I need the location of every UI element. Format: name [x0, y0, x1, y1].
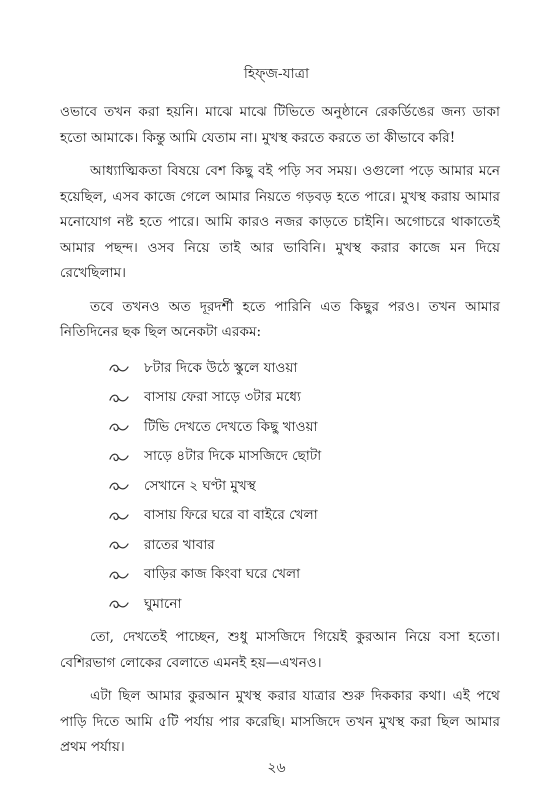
- swirl-ornament-icon: [108, 538, 130, 552]
- swirl-ornament-icon: [108, 568, 130, 582]
- swirl-ornament-icon: [108, 509, 130, 523]
- list-item-label: বাসায় ফেরা সাড়ে ৩টার মধ্যে: [144, 389, 301, 405]
- list-item: [60, 354, 500, 384]
- list-item-label: সাড়ে ৪টার দিকে মাসজিদে ছোটা: [144, 448, 322, 464]
- list-item-label: বাসায় ফিরে ঘরে বা বাইরে খেলা: [144, 507, 318, 523]
- swirl-ornament-icon: [108, 420, 130, 434]
- paragraph: তবে তখনও অত দূরদর্শী হতে পারিনি এত কিছুর পরও। তখন আমার নিতিদিনের ছক ছিল অনেকটা এরকম:: [60, 298, 500, 340]
- paragraph: তো, দেখতেই পাচ্ছেন, শুধু মাসজিদে গিয়েই কুরআন নিয়ে বসা হতো। বেশিরভাগ লোকের বেলাতে এমনই হয়—এখনও।: [60, 629, 500, 671]
- list-item: [60, 383, 500, 413]
- list-item-label: সেখানে ২ ঘণ্টা মুখস্থ: [144, 477, 256, 494]
- page-number: ২৬: [267, 760, 286, 776]
- paragraph: ওভাবে তখন করা হয়নি। মাঝে মাঝে টিভিতে অনুষ্ঠানে রেকর্ডিঙের জন্য ডাকা হতো আমাকে। কিন্তু আমি যেতাম না। মুখস্থ করতে করতে তা কীভাবে করি!: [60, 104, 500, 146]
- list-item-label: ঘুমানো: [144, 595, 182, 612]
- daily-routine-list: [60, 354, 500, 620]
- body-text: [60, 100, 500, 769]
- swirl-ornament-icon: [108, 391, 130, 405]
- swirl-ornament-icon: [108, 450, 130, 464]
- list-item: [60, 501, 500, 531]
- paragraph: আধ্যাত্মিকতা বিষয়ে বেশ কিছু বই পড়ি সব সময়। ওগুলো পড়ে আমার মনে হয়েছিল, এসব কাজে গেলে আমার নিয়তে গড়বড় হতে পারে। মুখস্থ করায় আমার মনোযোগ নষ্ট হতে পারে। আমি কারও নজর কাড়তে চাইনি। অগোচরে থাকাতেই আমার পছন্দ। ওসব নিয়ে তাই আর ভাবিনি। মুখস্থ করার কাজে মন দিয়ে রেখেছিলাম।: [60, 163, 500, 281]
- list-item-label: ৮টার দিকে উঠে স্কুলে যাওয়া: [144, 359, 298, 376]
- swirl-ornament-icon: [108, 479, 130, 493]
- list-item: [60, 472, 500, 502]
- running-head: হিফ্‌জ-যাত্রা: [243, 66, 310, 82]
- list-item: [60, 590, 500, 620]
- swirl-ornament-icon: [108, 597, 130, 611]
- list-item-label: বাড়ির কাজ কিংবা ঘরে খেলা: [144, 566, 301, 582]
- paragraph: এটা ছিল আমার কুরআন মুখস্থ করার যাত্রার শুরু দিককার কথা। এই পথে পাড়ি দিতে আমি ৫টি পর্যায় পার করেছি। মাসজিদে তখন মুখস্থ করা ছিল আমার প্রথম পর্যায়।: [60, 688, 500, 755]
- list-item: [60, 442, 500, 472]
- list-item: [60, 413, 500, 443]
- list-item-label: রাতের খাবার: [144, 536, 215, 553]
- list-item: [60, 531, 500, 561]
- list-item: [60, 560, 500, 590]
- swirl-ornament-icon: [108, 361, 130, 375]
- list-item-label: টিভি দেখতে দেখতে কিছু খাওয়া: [144, 418, 318, 435]
